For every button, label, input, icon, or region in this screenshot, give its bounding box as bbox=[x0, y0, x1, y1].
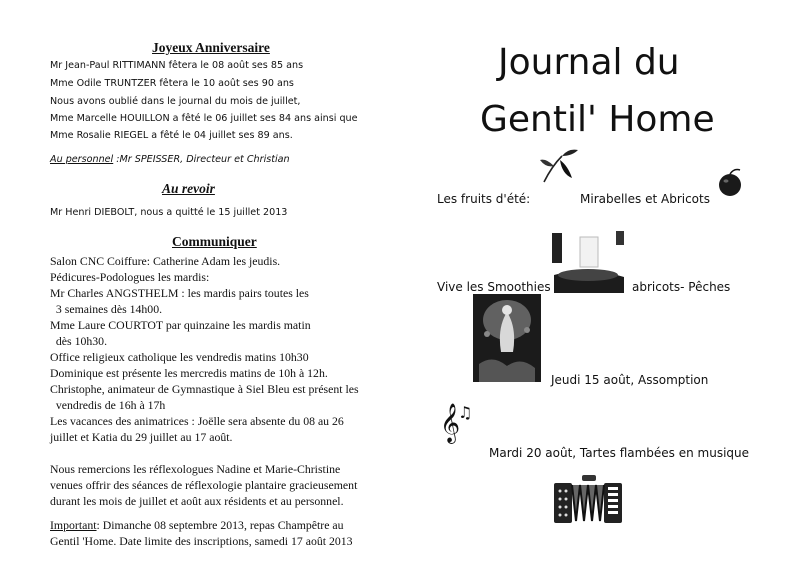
fruit-sprig-image bbox=[538, 146, 582, 184]
smoothie-image bbox=[550, 225, 628, 293]
accordion-image bbox=[552, 473, 624, 531]
communiquer-line: Salon CNC Coiffure: Catherine Adam les jeudis. bbox=[50, 254, 281, 268]
journal-title-line2: Gentil' Home bbox=[480, 99, 715, 140]
communiquer-line: 3 semaines dès 14h00. bbox=[50, 302, 163, 316]
vacances-line: juillet et Katia du 29 juillet au 17 août. bbox=[50, 430, 233, 444]
personnel-line bbox=[50, 154, 290, 165]
anniversaire-line: Mme Odile TRUNTZER fêtera le 10 août ses 90 ans bbox=[50, 78, 294, 89]
smoothies-value: abricots- Pêches bbox=[632, 280, 731, 294]
assomption-text: Jeudi 15 août, Assomption bbox=[551, 373, 709, 387]
vacances-line: Les vacances des animatrices : Joëlle sera absente du 08 au 26 bbox=[50, 414, 344, 428]
fruits-value: Mirabelles et Abricots bbox=[580, 192, 710, 206]
aurevoir-heading: Au revoir bbox=[162, 181, 215, 196]
communiquer-line: Christophe, animateur de Gymnastique à Siel Bleu est présent les bbox=[50, 382, 359, 396]
communiquer-line: vendredis de 16h à 17h bbox=[50, 398, 166, 412]
anniversaire-line: Mme Rosalie RIEGEL a fêté le 04 juillet ses 89 ans. bbox=[50, 130, 293, 141]
anniversaire-line: Mme Marcelle HOUILLON a fêté le 06 juillet ses 84 ans ainsi que bbox=[50, 113, 358, 124]
communiquer-line: Mme Laure COURTOT par quinzaine les mardis matin bbox=[50, 318, 311, 332]
tartes-text: Mardi 20 août, Tartes flambées en musique bbox=[489, 446, 750, 460]
communiquer-line: Office religieux catholique les vendredis matins 10h30 bbox=[50, 350, 309, 364]
anniversaire-heading: Joyeux Anniversaire bbox=[152, 40, 270, 55]
remerciements-line: durant les mois de juillet et août aux résidents et au personnel. bbox=[50, 494, 344, 508]
important-label: Important bbox=[50, 518, 97, 532]
communiquer-heading: Communiquer bbox=[172, 234, 257, 249]
svg-text:𝄞: 𝄞 bbox=[440, 403, 461, 443]
fruit-image bbox=[716, 168, 746, 198]
communiquer-line: Dominique est présente les mercredis matins de 10h à 12h. bbox=[50, 366, 328, 380]
communiquer-line: Mr Charles ANGSTHELM : les mardis pairs toutes les bbox=[50, 286, 309, 300]
remerciements-line: venues offrir des séances de réflexologie plantaire gracieusement bbox=[50, 478, 358, 492]
anniversaire-line: Mr Jean-Paul RITTIMANN fêtera le 08 août ses 85 ans bbox=[50, 60, 304, 71]
communiquer-line: Pédicures-Podologues les mardis: bbox=[50, 270, 210, 284]
smoothies-label: Vive les Smoothies bbox=[437, 280, 551, 294]
personnel-label: Au personnel bbox=[50, 154, 114, 165]
communiquer-line: dès 10h30. bbox=[50, 334, 108, 348]
personnel-text: :Mr SPEISSER, Directeur et Christian bbox=[113, 154, 290, 165]
remerciements-line: Nous remercions les réflexologues Nadine et Marie-Christine bbox=[50, 462, 341, 476]
fruits-label: Les fruits d'été: bbox=[437, 192, 531, 206]
music-notes-icon bbox=[440, 396, 476, 444]
important-line: Gentil 'Home. Date limite des inscriptions, samedi 17 août 2013 bbox=[50, 534, 353, 548]
aurevoir-text: Mr Henri DIEBOLT, nous a quitté le 15 juillet 2013 bbox=[50, 207, 288, 218]
journal-title-line1: Journal du bbox=[498, 42, 680, 83]
important-line bbox=[50, 518, 344, 533]
assumption-painting-image bbox=[473, 294, 541, 382]
important-text: : Dimanche 08 septembre 2013, repas Champêtre au bbox=[96, 518, 344, 532]
svg-text:♫: ♫ bbox=[458, 403, 473, 422]
anniversaire-line: Nous avons oublié dans le journal du mois de juillet, bbox=[50, 96, 301, 107]
